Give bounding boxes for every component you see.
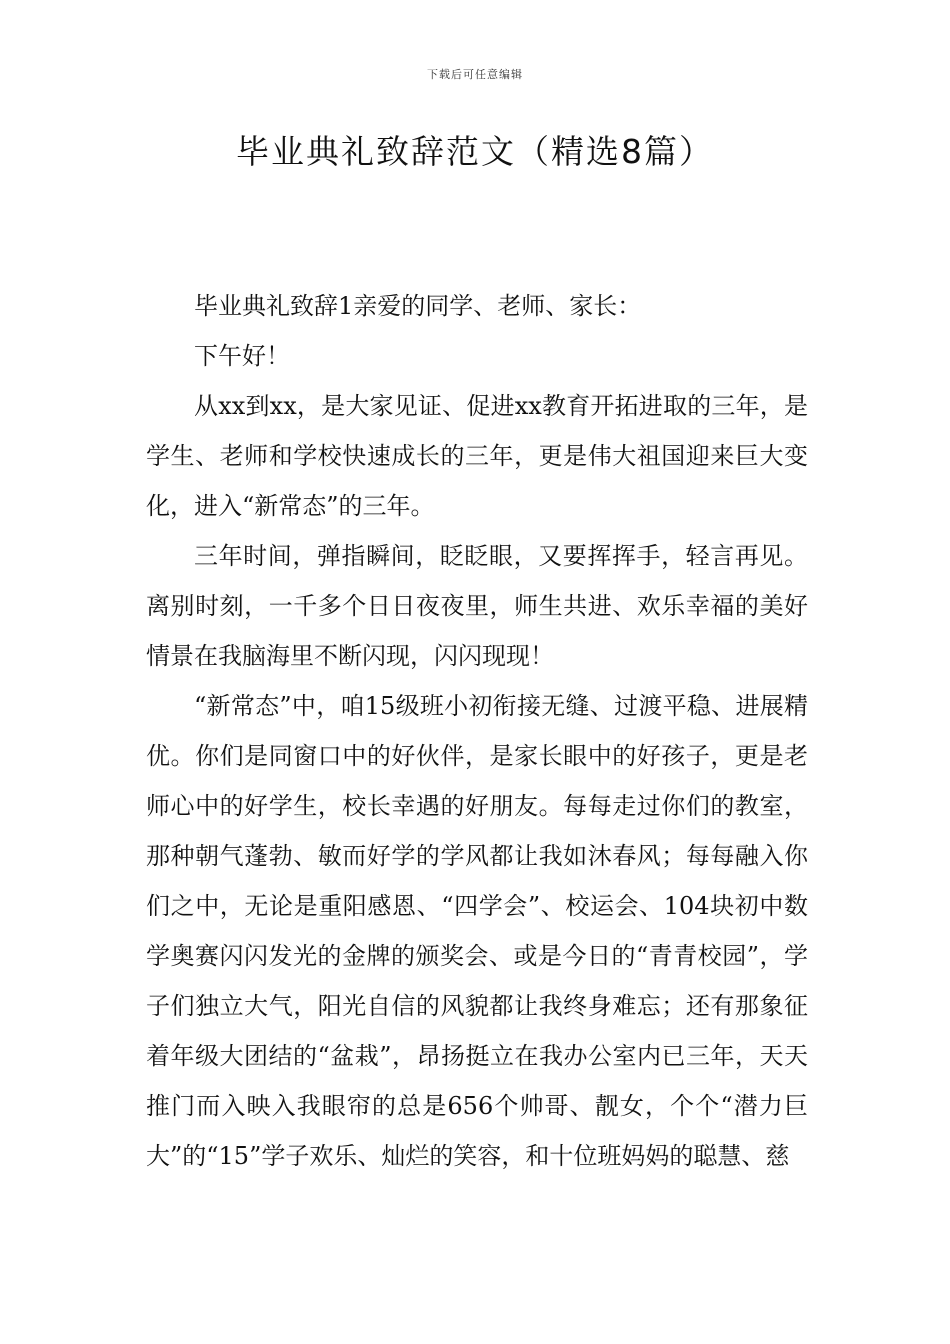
document-title: 毕业典礼致辞范文（精选8篇）	[236, 132, 714, 171]
paragraph-greeting: 毕业典礼致辞1亲爱的同学、老师、家长：	[194, 292, 642, 320]
paragraph-three-years: 从xx到xx，是大家见证、促进xx教育开拓进取的三年，是学生、老师和学校快速成长的三年，更是伟大祖国迎来巨大变化，进入“新常态”的三年。	[146, 392, 808, 520]
paragraph-new-normal: “新常态”中，咱15级班小初衔接无缝、过渡平稳、进展精优。你们是同窗口中的好伙伴，是家长眼中的好孩子，更是老师心中的好学生，校长幸遇的好朋友。每每走过你们的教室，那种朝气蓬勃、敏而好学的学风都让我如沐春风；每每融入你们之中，无论是重阳感恩、“四学会”、校运会、104块初中数学奥赛闪闪发光的金牌的颁奖会、或是今日的“青青校园”，学子们独立大气，阳光自信的风貌都让我终身难忘；还有那象征着年级大团结的“盆栽”，昂扬挺立在我办公室内已三年，天天推门而入映入我眼帘的总是656个帅哥、靓女，个个“潜力巨大”的“15”学子欢乐、灿烂的笑容，和十位班妈妈的聪慧、慈	[146, 692, 808, 1170]
document-body	[146, 281, 808, 1181]
paragraph-good-afternoon: 下午好！	[194, 342, 290, 370]
header-note: 下载后可任意编辑	[427, 68, 523, 81]
paragraph-farewell: 三年时间，弹指瞬间，眨眨眼，又要挥挥手，轻言再见。离别时刻，一千多个日日夜夜里，师生共进、欢乐幸福的美好情景在我脑海里不断闪现，闪闪现现！	[146, 542, 808, 670]
